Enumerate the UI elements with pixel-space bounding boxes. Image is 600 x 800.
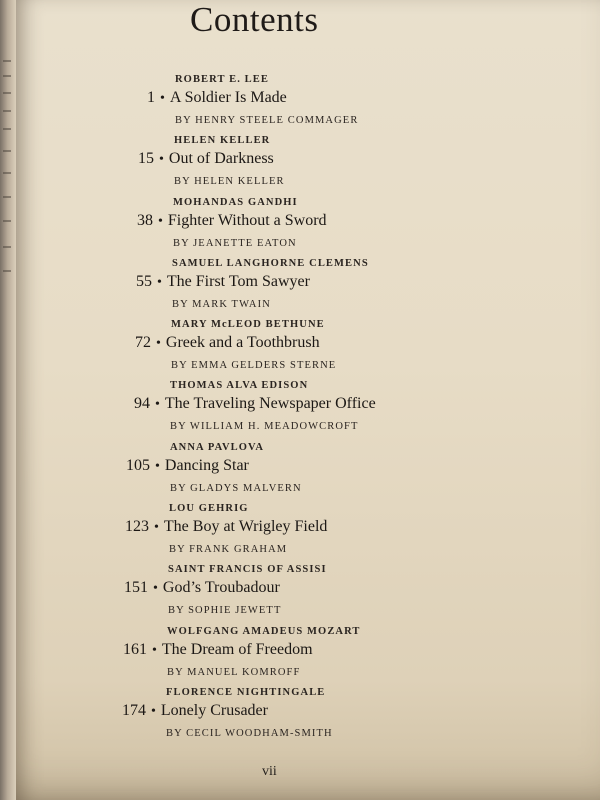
entry-title: Fighter Without a Sword [167, 211, 327, 229]
entry-title-line [111, 334, 320, 352]
entry-page-number: 94 [134, 395, 150, 413]
entry-author: BY EMMA GELDERS STERNE [171, 360, 337, 372]
entry-subject: ROBERT E. LEE [175, 74, 269, 85]
entry-title-line [106, 702, 268, 720]
entry-title: The Boy at Wrigley Field [163, 518, 328, 536]
contents-entry [16, 74, 600, 135]
page-folio: vii [262, 764, 277, 779]
contents-entry [16, 380, 600, 441]
entry-subject: LOU GEHRIG [169, 503, 249, 515]
entry-title-line [110, 457, 249, 475]
bullet-dot-icon: • [153, 581, 158, 597]
entry-subject: MOHANDAS GANDHI [173, 196, 298, 208]
bullet-dot-icon: • [159, 152, 164, 168]
bullet-dot-icon: • [158, 213, 163, 229]
entry-author: BY WILLIAM H. MEADOWCROFT [170, 421, 359, 433]
entry-page-number: 72 [135, 334, 151, 352]
entry-title: Out of Darkness [168, 150, 274, 168]
entry-author: BY SOPHIE JEWETT [168, 605, 282, 617]
entry-page-number: 15 [138, 150, 154, 168]
entry-author: BY HENRY STEELE COMMAGER [175, 115, 359, 126]
bullet-dot-icon: • [155, 458, 160, 474]
contents-entry [16, 626, 600, 687]
entry-subject: WOLFGANG AMADEUS MOZART [167, 625, 361, 637]
entry-title: Lonely Crusader [160, 701, 268, 719]
contents-entry [16, 135, 600, 196]
entry-title-line [112, 273, 310, 291]
entry-title: The Traveling Newspaper Office [164, 395, 376, 413]
page-title: Contents [190, 0, 319, 39]
entry-page-number: 151 [124, 579, 148, 597]
contents-list [16, 74, 600, 748]
entry-page-number: 105 [126, 456, 150, 474]
entry-subject: SAINT FRANCIS OF ASSISI [168, 564, 327, 576]
contents-entry [16, 503, 600, 564]
entry-title: Greek and a Toothbrush [165, 334, 320, 352]
bullet-dot-icon: • [156, 336, 161, 352]
bullet-dot-icon: • [160, 91, 165, 106]
entry-title-line [108, 579, 280, 597]
entry-page-number: 123 [125, 518, 149, 536]
entry-subject: FLORENCE NIGHTINGALE [166, 686, 326, 698]
contents-entry [16, 319, 600, 380]
entry-subject: ANNA PAVLOVA [170, 441, 265, 453]
contents-entry [16, 258, 600, 319]
entry-author: BY FRANK GRAHAM [169, 544, 288, 556]
entry-author: BY JEANETTE EATON [173, 237, 297, 249]
bullet-dot-icon: • [151, 703, 156, 719]
contents-entry [16, 564, 600, 625]
entry-title: A Soldier Is Made [169, 89, 287, 106]
contents-page [16, 0, 600, 800]
bullet-dot-icon: • [155, 397, 160, 413]
bullet-dot-icon: • [152, 642, 157, 658]
entry-subject: THOMAS ALVA EDISON [170, 380, 309, 392]
entry-title-line [109, 518, 327, 536]
entry-title: The First Tom Sawyer [166, 272, 310, 290]
entry-author: BY MARK TWAIN [172, 298, 271, 310]
contents-entry [16, 197, 600, 258]
entry-title: God’s Troubadour [162, 579, 280, 597]
entry-page-number: 174 [122, 701, 146, 719]
entry-page-number: 1 [147, 89, 155, 106]
entry-author: BY CECIL WOODHAM-SMITH [166, 727, 333, 739]
entry-title-line [107, 641, 313, 659]
entry-author: BY HELEN KELLER [174, 176, 285, 188]
entry-page-number: 38 [137, 211, 153, 229]
entry-title-line [113, 212, 327, 230]
bullet-dot-icon: • [154, 520, 159, 536]
entry-title: Dancing Star [164, 456, 249, 474]
entry-author: BY MANUEL KOMROFF [167, 666, 301, 678]
entry-page-number: 161 [123, 640, 147, 658]
entry-page-number: 55 [136, 272, 152, 290]
entry-title-line [110, 395, 376, 413]
contents-entry [16, 687, 600, 748]
entry-title-line [115, 89, 287, 107]
contents-entry [16, 442, 600, 503]
entry-subject: SAMUEL LANGHORNE CLEMENS [172, 257, 369, 269]
entry-title: The Dream of Freedom [161, 640, 313, 658]
bullet-dot-icon: • [157, 274, 162, 290]
entry-subject: MARY McLEOD BETHUNE [171, 319, 325, 331]
entry-title-line [114, 150, 274, 168]
entry-subject: HELEN KELLER [174, 135, 271, 147]
entry-author: BY GLADYS MALVERN [170, 482, 302, 494]
